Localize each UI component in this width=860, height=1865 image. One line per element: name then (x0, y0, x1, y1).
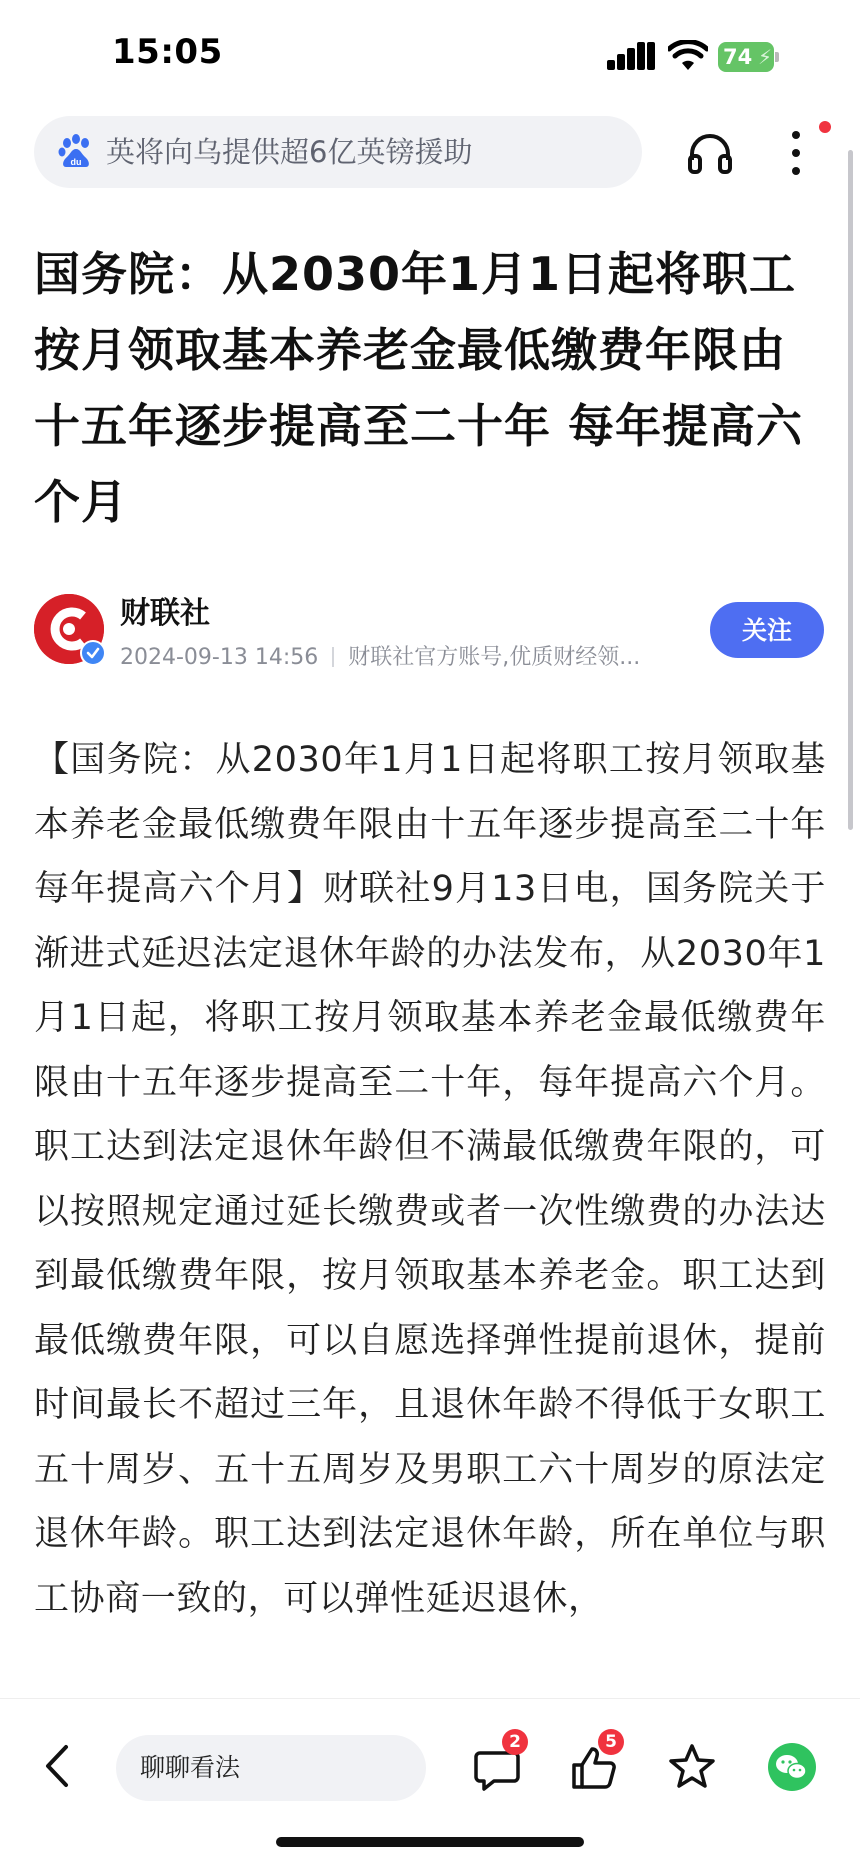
like-count-badge: 5 (598, 1729, 624, 1755)
star-icon (664, 1739, 720, 1795)
notification-dot (819, 121, 831, 133)
headphone-icon[interactable] (686, 130, 734, 176)
baidu-paw-icon (58, 134, 94, 170)
cellular-signal-icon (607, 42, 655, 70)
author-meta (120, 640, 640, 671)
search-query-text: 英将向乌提供超6亿英镑援助 (106, 135, 473, 169)
publish-date: 2024-09-13 14:56 (120, 645, 319, 670)
charging-bolt-icon: ⚡ (758, 45, 773, 69)
wechat-icon (764, 1739, 820, 1795)
battery-tip (775, 52, 779, 62)
bottom-action-bar (0, 1698, 860, 1865)
article-title: 国务院：从2030年1月1日起将职工按月领取基本养老金最低缴费年限由十五年逐步提高至二十年 每年提高六个月 (34, 247, 804, 529)
comment-count-badge: 2 (502, 1729, 528, 1755)
favorite-button[interactable] (664, 1739, 720, 1795)
more-options-icon[interactable] (776, 128, 816, 178)
author-description: 财联社官方账号,优质财经领... (348, 645, 641, 670)
battery-indicator (718, 42, 780, 72)
wifi-icon (668, 40, 708, 72)
verified-badge-icon (80, 640, 106, 666)
comment-button[interactable] (470, 1732, 526, 1795)
back-arrow-icon[interactable] (38, 1739, 78, 1793)
status-time: 15:05 (112, 32, 223, 72)
scrollbar[interactable] (848, 150, 853, 830)
status-bar (0, 0, 860, 110)
meta-divider (332, 647, 334, 667)
home-indicator[interactable] (276, 1837, 584, 1847)
like-button[interactable] (566, 1732, 622, 1795)
author-name[interactable]: 财联社 (120, 596, 210, 631)
wechat-share-button[interactable] (764, 1739, 820, 1795)
comment-input[interactable]: 聊聊看法 (116, 1735, 426, 1801)
search-bar[interactable] (34, 116, 642, 188)
article-body: 【国务院：从2030年1月1日起将职工按月领取基本养老金最低缴费年限由十五年逐步提高至二十年 每年提高六个月】财联社9月13日电，国务院关于渐进式延迟法定退休年龄的办法发布，从2030年1月1日起，将职工按月领取基本养老金最低缴费年限由十五年逐步提高至二十年，每年提高六个月。职工达到法定退休年龄但不满最低缴费年限的，可以按照规定通过延长缴费或者一次性缴费的办法达到最低缴费年限，按月领取基本养老金。职工达到最低缴费年限，可以自愿选择弹性提前退休，提前时间最长不超过三年，且退休年龄不得低于女职工五十周岁、五十五周岁及男职工六十周岁的原法定退休年龄。职工达到法定退休年龄，所在单位与职工协商一致的，可以弹性延迟退休， (34, 740, 826, 1619)
follow-button[interactable]: 关注 (710, 602, 824, 658)
battery-level: 74 (718, 42, 774, 72)
svg-text:du: du (70, 157, 82, 167)
